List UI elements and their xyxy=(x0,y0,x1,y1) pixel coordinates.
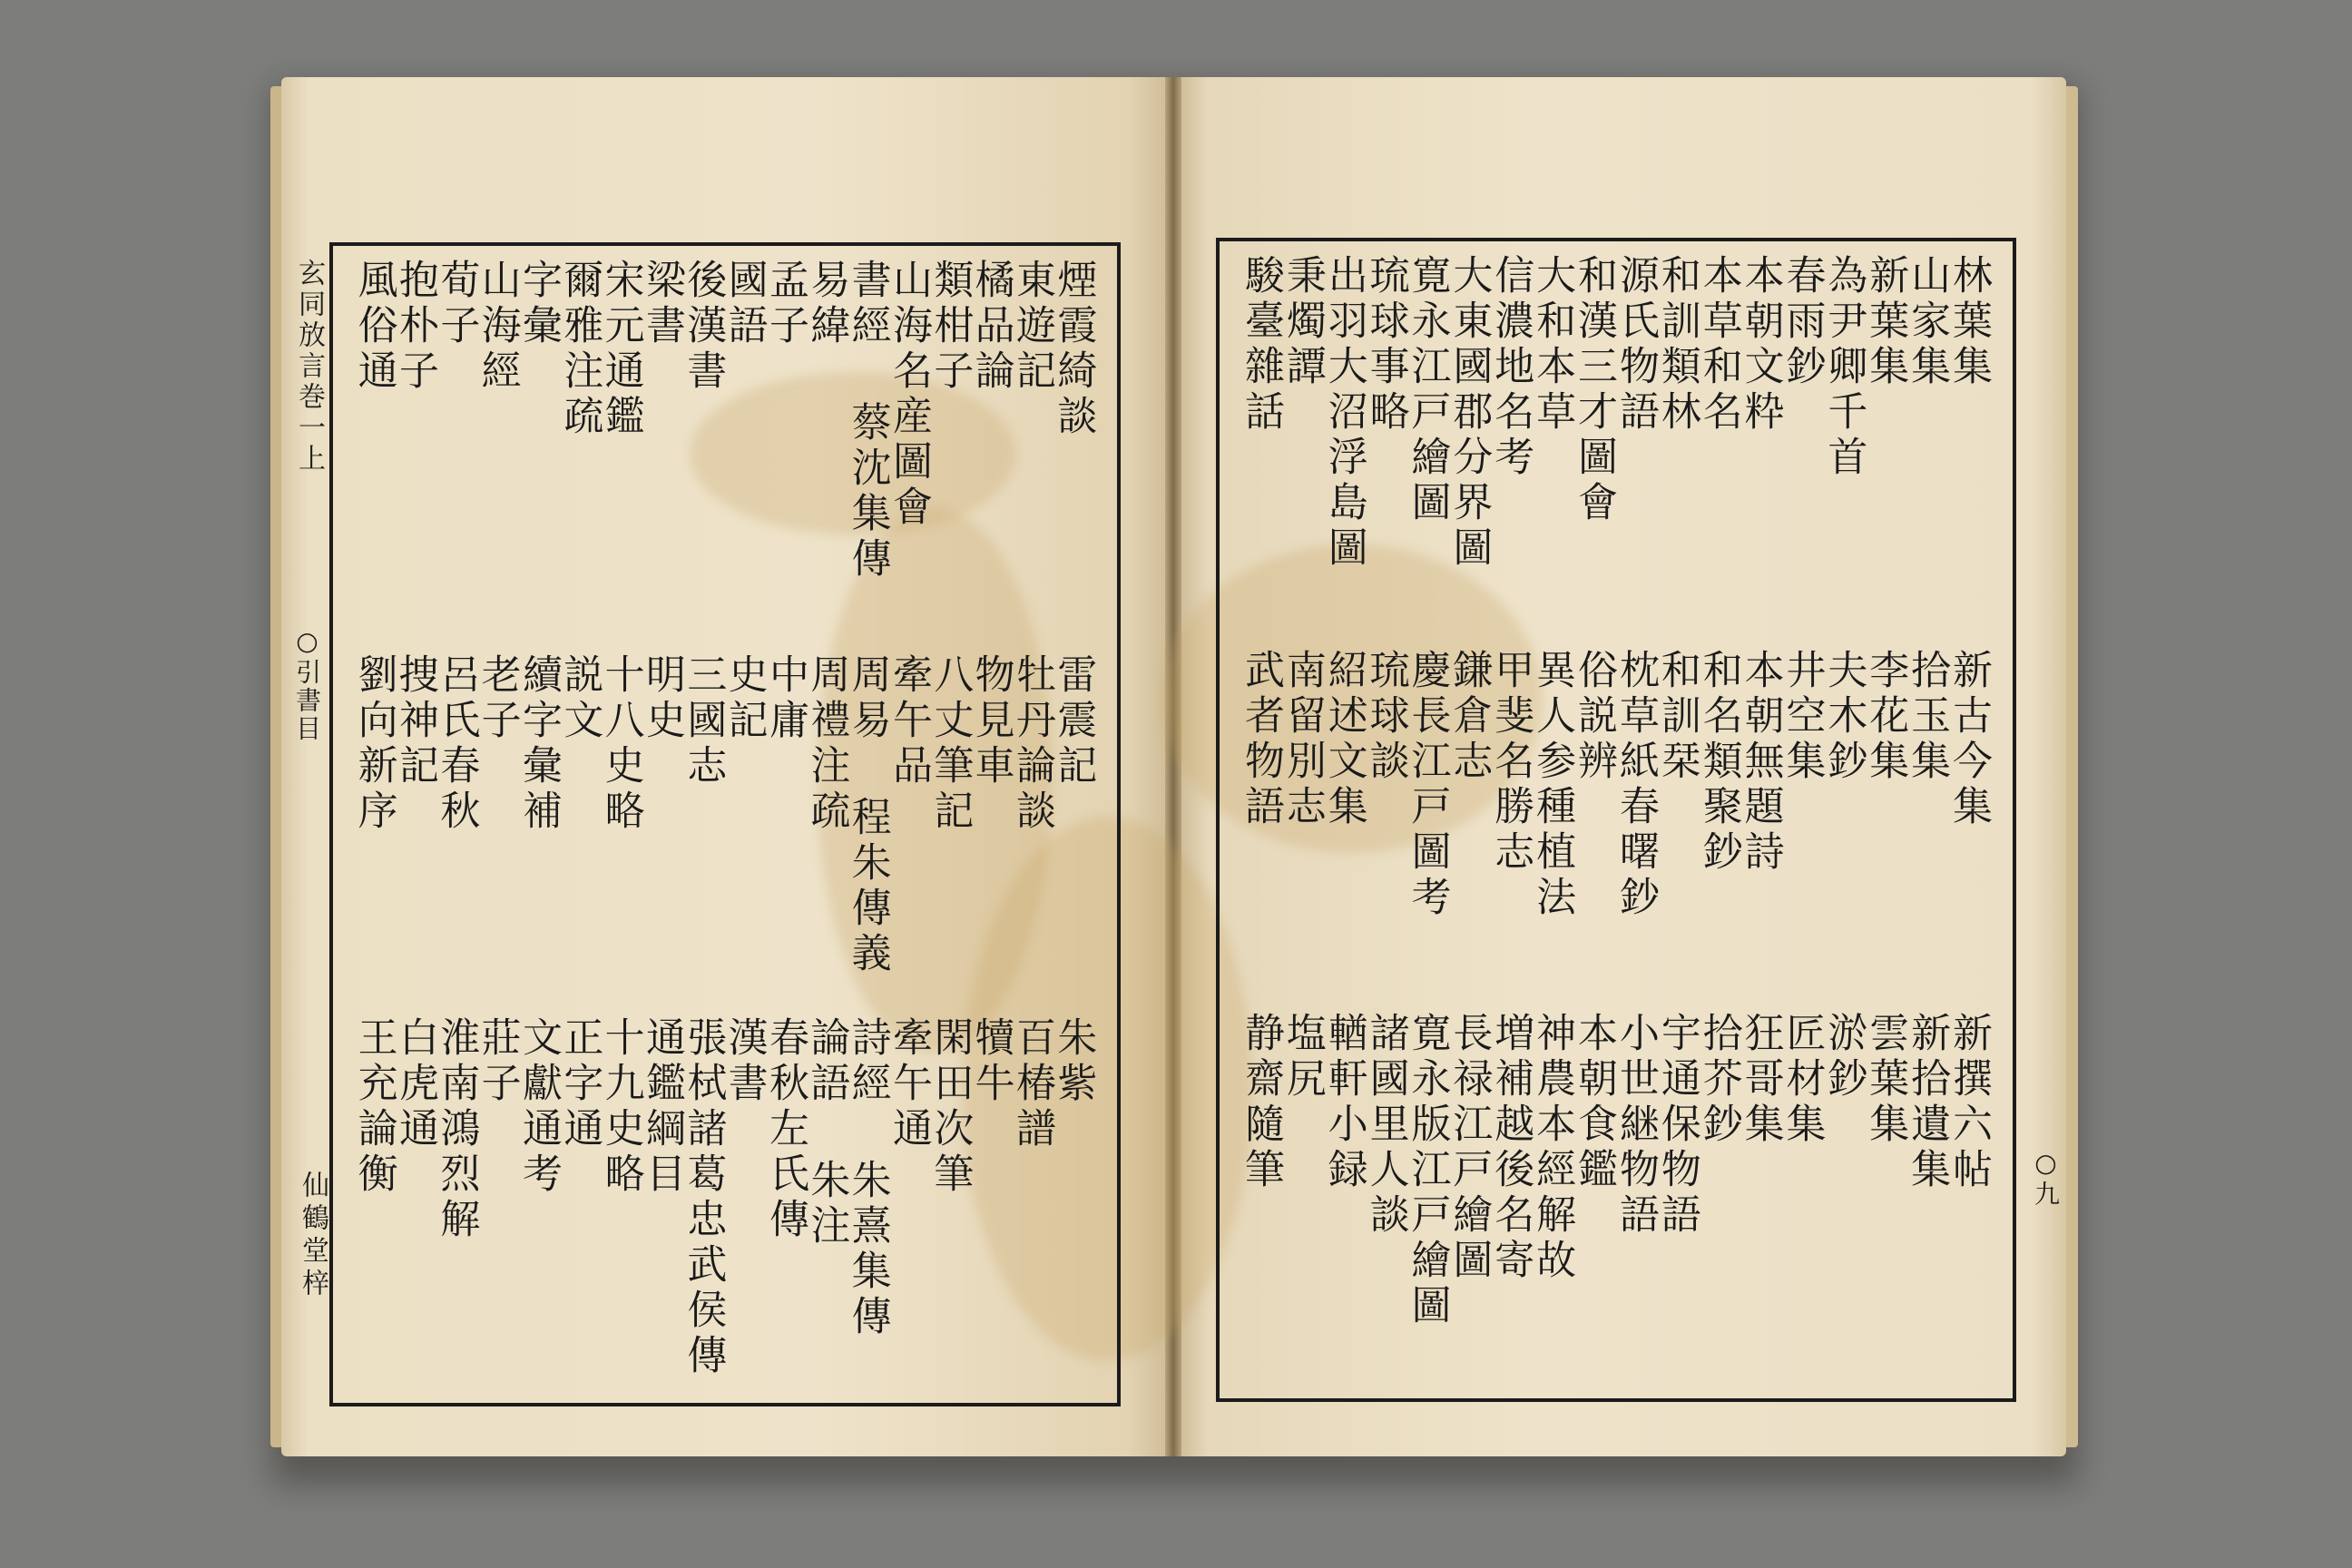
book-title-entry: 風俗通 xyxy=(350,259,397,395)
book-title-entry: 出羽大沼浮島圖 xyxy=(1320,254,1367,572)
book-title-entry: 論語 朱注 xyxy=(803,1016,850,1250)
book-title-entry: 周禮注疏 xyxy=(803,653,850,835)
book-title-entry: 淮南鴻烈解 xyxy=(433,1016,480,1243)
book-title-entry: 諸國里人談 xyxy=(1362,1012,1409,1239)
book-title-entry: 白虎通 xyxy=(392,1016,438,1152)
book-title-entry: 新古今集 xyxy=(1945,649,1993,830)
book-title-entry: 張栻諸葛忠武侯傳 xyxy=(680,1016,727,1379)
book-title-entry: 字彙 xyxy=(515,259,562,349)
book-title-entry: 劉向新序 xyxy=(350,653,397,835)
book-title-entry: 中庸 xyxy=(762,653,808,744)
book-title-entry: 塩尻 xyxy=(1279,1012,1326,1102)
book-title-entry: 通鑑綱目 xyxy=(639,1016,685,1198)
book-title-entry: 類柑子 xyxy=(926,259,974,395)
book-title-entry: 荀子 xyxy=(433,259,480,349)
book-title-entry: 宇通保物語 xyxy=(1653,1012,1700,1239)
book-title-entry: 後漢書 xyxy=(680,259,727,395)
book-title-entry: 犢牛 xyxy=(967,1016,1014,1107)
book-title-entry: 東遊記 xyxy=(1009,259,1055,395)
book-title-entry: 雲葉集 xyxy=(1862,1012,1909,1148)
book-title-entry: 為尹卿千首 xyxy=(1820,254,1867,481)
book-title-entry: 本朝食鑑 xyxy=(1571,1012,1618,1193)
book-title-entry: 増補越後名寄 xyxy=(1487,1012,1534,1284)
book-title-entry: 駿臺雜話 xyxy=(1237,254,1284,436)
book-title-entry: 正字通 xyxy=(556,1016,603,1152)
book-title-entry: 新葉集 xyxy=(1862,254,1909,390)
book-title-entry: 本朝文粋 xyxy=(1737,254,1784,436)
book-title-entry: 夫木鈔 xyxy=(1820,649,1867,785)
book-title-entry: 枕草紙春曙鈔 xyxy=(1612,649,1659,921)
book-title-entry: 鎌倉志 xyxy=(1446,649,1493,785)
book-title-entry: 大東國郡分界圖 xyxy=(1446,254,1493,572)
book-title-entry: 神農本經解故 xyxy=(1529,1012,1576,1284)
book-title-entry: 宋元通鑑 xyxy=(597,259,644,440)
book-title-entry: 山家集 xyxy=(1904,254,1951,390)
book-title-entry: 寛永版江戸繪圖 xyxy=(1404,1012,1451,1329)
book-title-entry: 長禄江戸繪圖 xyxy=(1446,1012,1493,1284)
book-title-entry: 閑田次筆 xyxy=(926,1016,974,1198)
book-title-entry: 説文 xyxy=(556,653,603,744)
book-title-entry: 李花集 xyxy=(1862,649,1909,785)
page-number: ○九 xyxy=(2031,1148,2061,1209)
book-title-entry: 本草和名 xyxy=(1695,254,1742,436)
book-title-entry: 小世継物語 xyxy=(1612,1012,1659,1239)
book-title-entry: 本朝無題詩 xyxy=(1737,649,1784,876)
book-title-entry: 百椿譜 xyxy=(1009,1016,1055,1152)
book-title-entry: 甲斐名勝志 xyxy=(1487,649,1534,876)
book-title-entry: 武者物語 xyxy=(1237,649,1284,830)
book-title-entry: 新撰六帖 xyxy=(1945,1012,1993,1193)
section-marker: ○引書目 xyxy=(292,626,322,743)
book-title-entry: 物見車 xyxy=(967,653,1014,789)
book-title-entry: 牡丹論談 xyxy=(1009,653,1055,835)
book-title-entry: 林葉集 xyxy=(1945,254,1993,390)
book-title-entry: 雷震記 xyxy=(1050,653,1097,789)
book-title-entry: 異人参種植法 xyxy=(1529,649,1576,921)
book-title-entry: 國語 xyxy=(720,259,768,349)
book-title-entry: 莊子 xyxy=(474,1016,521,1107)
book-title-entry: 拾芥鈔 xyxy=(1695,1012,1742,1148)
book-title-entry: 王充論衡 xyxy=(350,1016,397,1198)
book-title-entry: 十八史略 xyxy=(597,653,644,835)
book-title-entry: 春秋左氏傳 xyxy=(762,1016,808,1243)
book-title-entry: 南留別志 xyxy=(1279,649,1326,830)
book-title-entry: 俗説辨 xyxy=(1571,649,1618,785)
book-title-entry: 詩經 朱熹集傳 xyxy=(844,1016,891,1340)
book-title-entry: 狂哥集 xyxy=(1737,1012,1784,1148)
book-title-entry: 秉燭譚 xyxy=(1279,254,1326,390)
book-title-entry: 續字彙補 xyxy=(515,653,562,835)
book-title-entry: 十九史略 xyxy=(597,1016,644,1198)
book-title-entry: 梁書 xyxy=(639,259,685,349)
book-title-entry: 書經 蔡沈集傳 xyxy=(844,259,891,583)
book-title-entry: 孟子 xyxy=(762,259,808,349)
book-title-entry: 信濃地名考 xyxy=(1487,254,1534,481)
book-title-entry: 三國志 xyxy=(680,653,727,789)
book-title-entry: 煙霞綺談 xyxy=(1050,259,1097,440)
book-title-entry: 抱朴子 xyxy=(392,259,438,395)
book-title-entry: 明史 xyxy=(639,653,685,744)
book-title-entry: 源氏物語 xyxy=(1612,254,1659,436)
book-title-entry: 琉球談 xyxy=(1362,649,1409,785)
book-title-entry: 静齋隨筆 xyxy=(1237,1012,1284,1193)
book-title-entry: 呂氏春秋 xyxy=(433,653,480,835)
publisher-mark: 仙鶴堂梓 xyxy=(297,1171,328,1301)
book-title-entry: 和名類聚鈔 xyxy=(1695,649,1742,876)
book-title-entry: 新拾遺集 xyxy=(1904,1012,1951,1193)
book-title-entry: 和漢三才圖會 xyxy=(1571,254,1618,526)
book-title-entry: 拾玉集 xyxy=(1904,649,1951,785)
book-title-entry: 牽午通 xyxy=(886,1016,932,1152)
book-title-entry: 牽午品 xyxy=(886,653,932,789)
book-title-entry: 山海名産圖會 xyxy=(886,259,932,531)
book-title-entry: 史記 xyxy=(720,653,768,744)
book-title-entry: 山海經 xyxy=(474,259,521,395)
book-title-entry: 文獻通考 xyxy=(515,1016,562,1198)
book-title-entry: 和訓類林 xyxy=(1653,254,1700,436)
book-title-entry: 大和本草 xyxy=(1529,254,1576,436)
book-title-entry: 輶軒小録 xyxy=(1320,1012,1367,1193)
book-title-entry: 琉球事略 xyxy=(1362,254,1409,436)
book-title-margin: 玄同放言巻一上 xyxy=(293,259,325,475)
book-title-entry: 淤鈔 xyxy=(1820,1012,1867,1102)
book-title-entry: 朱紫 xyxy=(1050,1016,1097,1107)
book-title-entry: 捜神記 xyxy=(392,653,438,789)
book-title-entry: 寛永江戸繪圖 xyxy=(1404,254,1451,526)
book-title-entry: 慶長江戸圖考 xyxy=(1404,649,1451,921)
book-title-entry: 橘品論 xyxy=(967,259,1014,395)
book-title-entry: 匠材集 xyxy=(1779,1012,1826,1148)
book-title-entry: 井空集 xyxy=(1779,649,1826,785)
book-title-entry: 老子 xyxy=(474,653,521,744)
book-title-entry: 紹述文集 xyxy=(1320,649,1367,830)
book-title-entry: 和訓栞 xyxy=(1653,649,1700,785)
book-title-entry: 漢書 xyxy=(720,1016,768,1107)
book-title-entry: 八丈筆記 xyxy=(926,653,974,835)
book-title-entry: 爾雅注疏 xyxy=(556,259,603,440)
book-title-entry: 周易 程朱傳義 xyxy=(844,653,891,977)
book-title-entry: 易緯 xyxy=(803,259,850,349)
book-title-entry: 春雨鈔 xyxy=(1779,254,1826,390)
